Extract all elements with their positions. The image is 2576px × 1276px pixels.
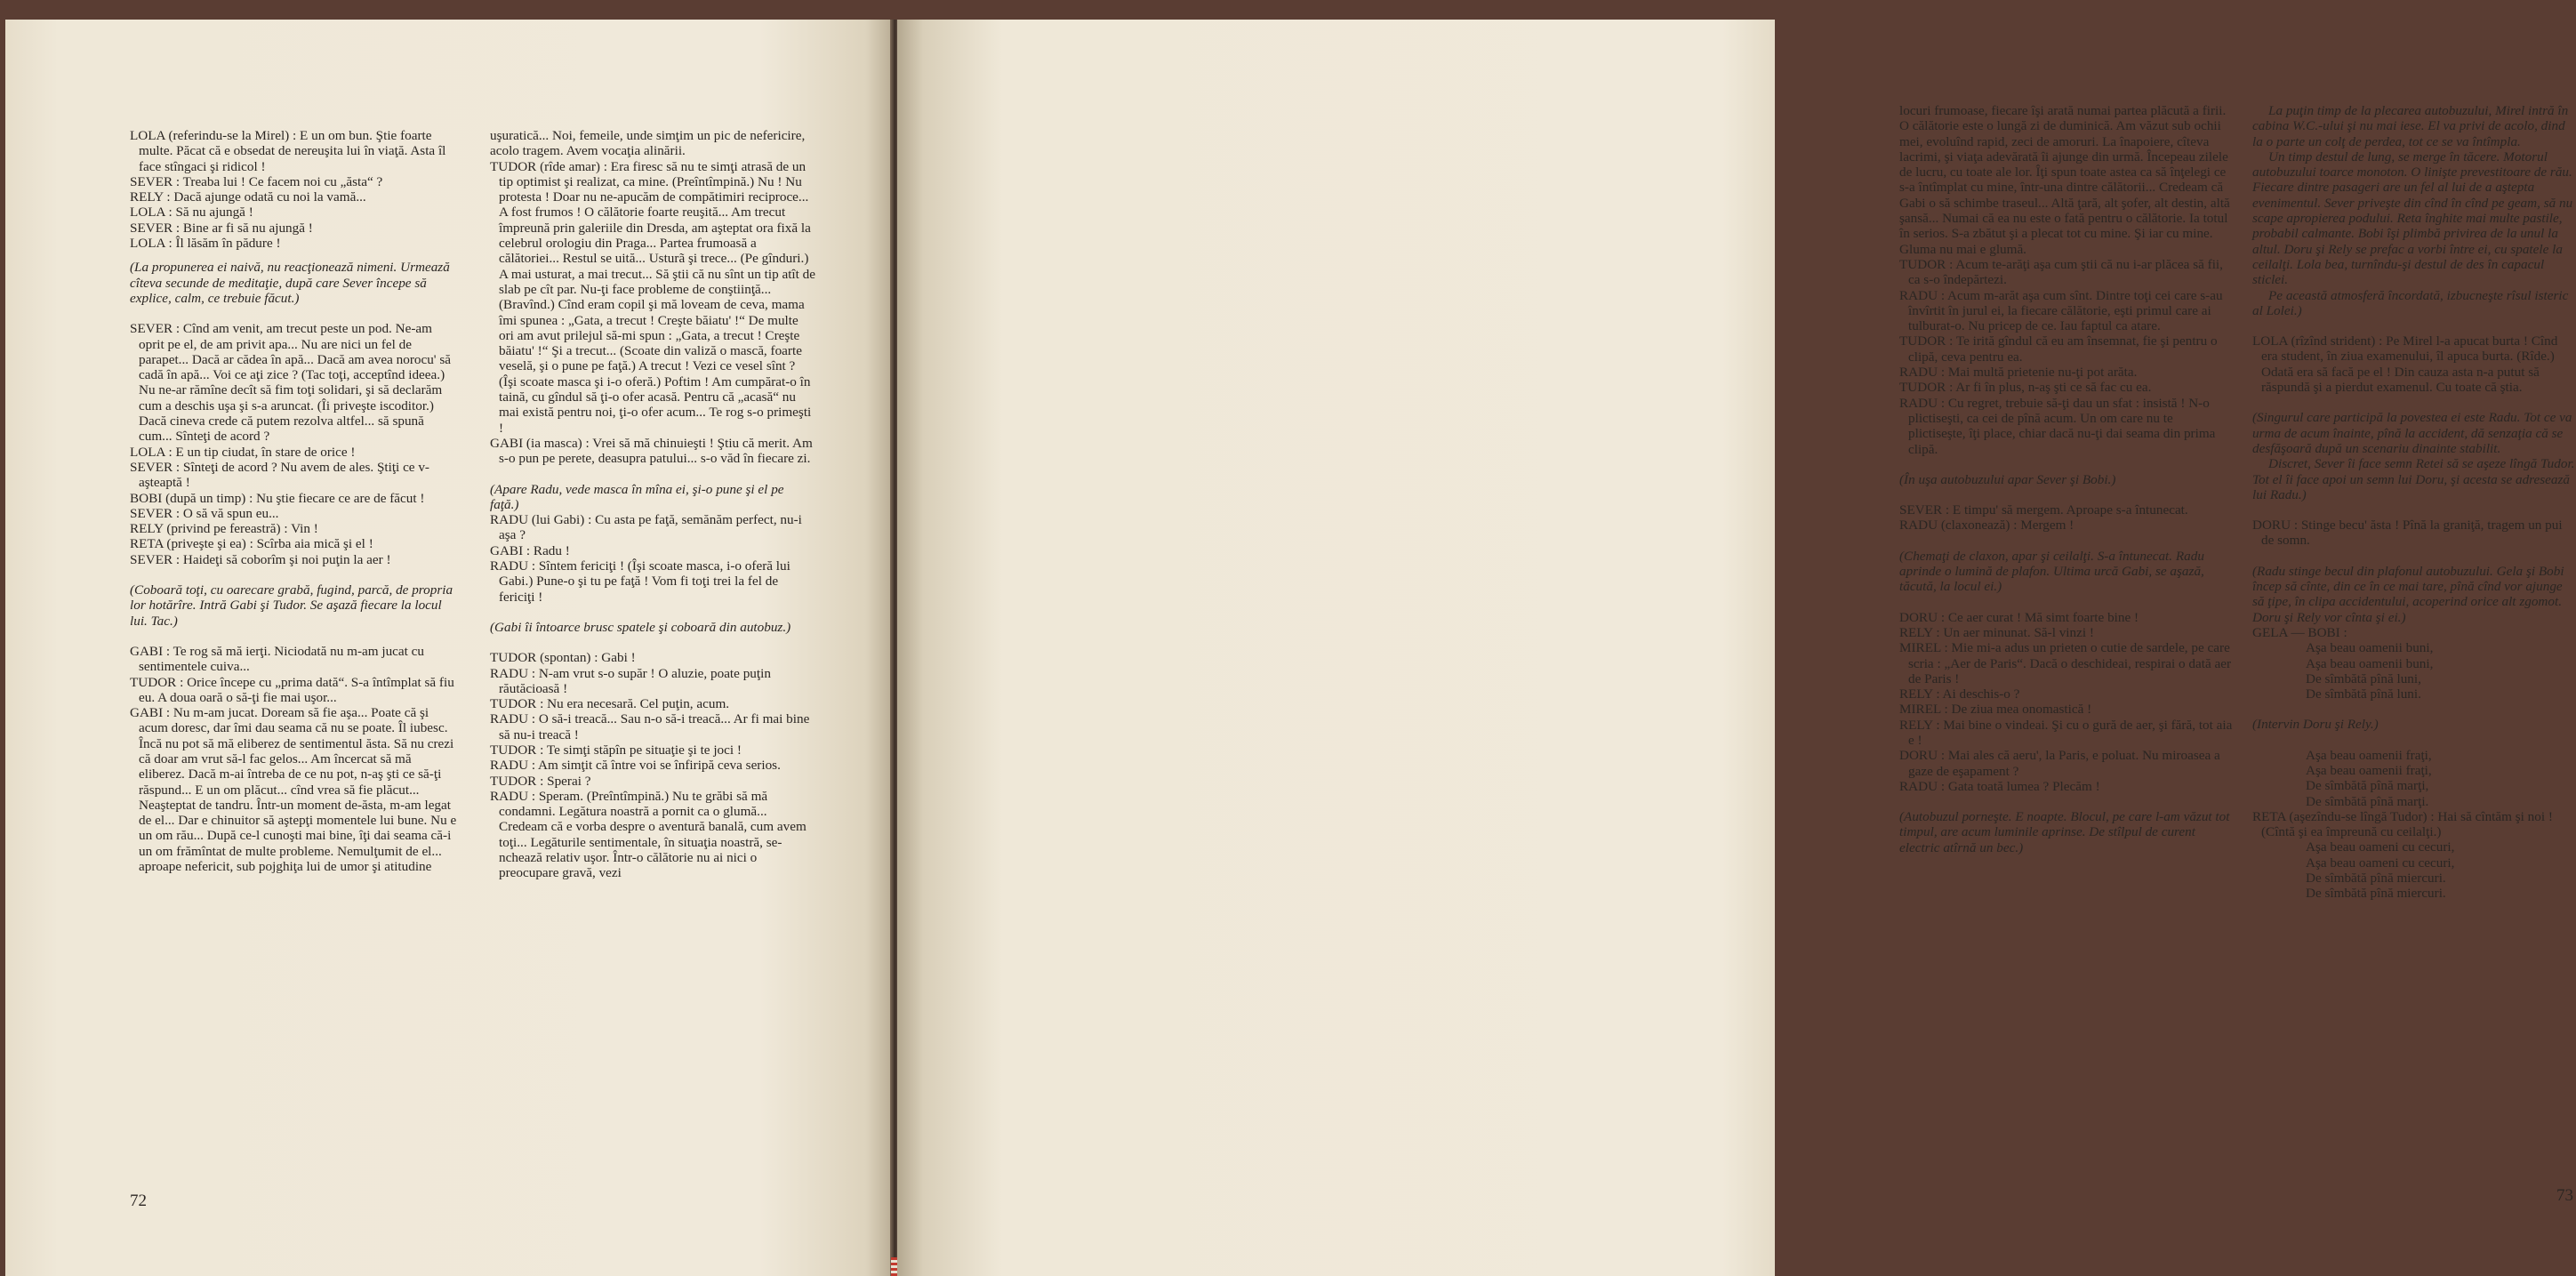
stage-direction: (Autobuzul porneşte. E noapte. Blocul, pe care l-am văzut tot timpul, are acum luminile aprinse. De stîlpul de curent electric atîrnă un bec.) (1899, 809, 2230, 855)
song-line: De sîmbătă pînă marţi, (2306, 778, 2429, 794)
left-page-column-1 (130, 128, 461, 874)
dialogue-line: RADU : N-am vrut s-o supăr ! O aluzie, poate puţin răutăcioasă ! (490, 665, 771, 696)
dialogue-line: RADU : Gata toată lumea ? Plecăm ! (1899, 778, 2100, 794)
dialogue-line: SEVER : Haideţi să coborîm şi noi puţin la aer ! (130, 551, 391, 567)
dialogue-line: RETA (priveşte şi ea) : Scîrba aia mică şi el ! (130, 536, 373, 552)
paragraph-gap (2252, 318, 2576, 333)
song-line: Aşa beau oamenii buni, (2306, 640, 2434, 656)
text-paragraph: uşuratică... Noi, femeile, unde simţim un pic de nefericire, acolo tragem. Avem vocaţia alinării. (490, 128, 806, 159)
paragraph-gap (1899, 595, 2234, 610)
paragraph-gap (1899, 487, 2234, 502)
dialogue-line: TUDOR : Acum te-arăţi aşa cum ştii că nu i-ar plăcea să fii, ca s-o îndepărtezi. (1899, 256, 2223, 288)
paragraph-gap (490, 605, 815, 620)
dialogue-line: TUDOR (rîde amar) : Era firesc să nu te simţi atrasă de un tip optimist şi realizat, ca mine. (Preîntîmpină.) Nu ! Nu protesta ! Doar nu ne-apucăm de compătimiri reciproce... A fost frumos ! O călătorie foarte reuşită... Am trecut împreună prin galeriile din Dresda, am aşteptat ora fixă la celebrul orologiu din Praga... Partea frumoasă a călătoriei... Restul se uită... Usturã şi trece... (Pe gînduri.) A mai usturat, a mai trecut... Să ştii că nu sînt un tip atît de slab pe cît par. Nu-ţi face probleme de conştiinţă... (Bravînd.) Cînd eram copil şi mă loveam de ceva, mama îmi spunea : „Gata, a trecut ! Creşte băiatu' !“ De multe ori am avut prilejul să-mi spun : „Gata, a trecut ! Creşte băiatu' !“ Şi a trecut... (Scoate din valiză o mască, foarte veselă, şi o pune pe faţă.) A trecut ! Vezi ce vesel sînt ? (Îşi scoate masca şi i-o oferă.) Poftim ! Am cumpărat-o în taină, cu gîndul să ţi-o ofer acasă. Pentru că „acasă“ nu mai există pentru noi, ţi-o ofer acum... Te rog s-o primeşti ! (490, 158, 815, 436)
song-line: Aşa beau oamenii fraţi, (2306, 747, 2432, 763)
dialogue-line: LOLA : Să nu ajungă ! (130, 205, 253, 221)
paragraph-gap (130, 251, 461, 260)
dialogue-line: GABI : Te rog să mă ierţi. Niciodată nu m-am jucat cu sentimentele cuiva... (130, 643, 424, 675)
dialogue-line: RELY : Dacă ajunge odată cu noi la vamă... (130, 189, 366, 205)
open-book (5, 20, 2575, 1276)
dialogue-line: MIREL : De ziua mea onomastică ! (1899, 702, 2092, 718)
right-page-column-2 (2252, 103, 2576, 902)
dialogue-line: RADU (lui Gabi) : Cu asta pe faţă, semănăm perfect, nu-i aşa ? (490, 512, 802, 543)
paragraph-gap (130, 629, 461, 644)
dialogue-line: SEVER : Treaba lui ! Ce facem noi cu „ăsta“ ? (130, 173, 383, 189)
dialogue-line: RELY : Mai bine o vindeai. Şi cu o gură de aer, şi fără, tot aia e ! (1899, 717, 2233, 748)
paragraph-gap (2252, 549, 2576, 564)
dialogue-line: GABI : Nu m-am jucat. Doream să fie aşa... Poate că şi acum doresc, dar îmi dau seama că nu se poate. Îl iubesc. Încă nu pot să mă eliberez de sentimentul ăsta. Să nu crezi că doar am vrut să-l fac gelos... Am încercat să mă eliberez. Dacă m-ai întreba de ce nu pot, n-aş şti ce să-ţi răspund... E un om plăcut... cînd vrea să fie plăcut... Neaşteptat de tandru. Într-un moment de-ăsta, m-am legat de el... Dar e chinuitor să aştepţi momentele lui bune. Nu e un om rău... După ce-l cunoşti mai bine, îţi dai seama că-i un om frămîntat de multe probleme. Nemulţumit de el... aproape nefericit, sub pojghiţa lui de umor şi atitudine (130, 705, 457, 875)
dialogue-line: RELY : Ai deschis-o ? (1899, 686, 2020, 702)
text-paragraph: locuri frumoase, fiecare îşi arată numai partea plăcută a firii. O călătorie este o lungă zi de duminică. Am văzut sub ochii mei, evoluînd rapid, zeci de amoruri. La înapoiere, cîteva lacrimi, şi viaţa adevărată îi ajunge din urmă. Începeau zilele de lucru, cu toate ale lor. Îţi spun toate astea ca să înţelegi ce s-a întîmplat cu mine, într-una dintre călătorii... Credeam că Gabi o să schimbe traseul... Altă ţară, alt şofer, alt destin, altă şansă... Numai că ea nu este o fată pentru o călătorie. Ia totul în serios. S-a zbătut şi a plecat tot cu mine. Şi iar cu mine. Gluma nu mai e glumă. (1899, 103, 2230, 257)
stage-direction: (Coboară toţi, cu oarecare grabă, fugind, parcă, de propria lor hotărîre. Intră Gabi şi Tudor. Se aşază fiecare la locul lui. Tac.) (130, 582, 453, 629)
song-line: Aşa beau oamenii fraţi, (2306, 762, 2432, 778)
song-line: Aşa beau oameni cu cecuri, (2306, 839, 2455, 855)
dialogue-line: SEVER : Cînd am venit, am trecut peste un pod. Ne-am oprit pe el, de am privit apa... Nu are nici un fel de parapet... Dacă ar cădea în apă... Dacă am avea norocu' să cadă în apă... Voi ce aţi zice ? (Tac toţi, acceptînd ideea.) Nu ne-ar rămîne decît să fim toţi solidari, şi să declarăm cum a deschis uşa şi s-a aruncat. (Îi priveşte iscoditor.) Dacă cineva crede că putem rezolva altfel... să spună cum... Sînteţi de acord ? (130, 321, 451, 445)
dialogue-line: TUDOR : Nu era necesară. Cel puţin, acum. (490, 696, 730, 712)
dialogue-line: DORU : Stinge becu' ăsta ! Pînă la graniţă, tragem un pui de somn. (2252, 518, 2563, 549)
dialogue-line: LOLA (referindu-se la Mirel) : E un om bun. Ştie foarte multe. Păcat că e obsedat de nereuşita lui în viaţă. Asta îl face stîngaci şi ridicol ! (130, 128, 446, 174)
dialogue-line: RADU : Acum m-arăt aşa cum sînt. Dintre toţi cei care s-au învîrtit în jurul ei, la fiecare călătorie, eşti primul care ai tulburat-o. Nu pricep de ce. Iau faptul ca atare. (1899, 287, 2223, 334)
dialogue-line: RADU : Mai multă prietenie nu-ţi pot arăta. (1899, 365, 2138, 381)
stage-direction: (Gabi îi întoarce brusc spatele şi coboară din autobuz.) (490, 619, 791, 635)
left-page (5, 20, 893, 1276)
paragraph-gap (1899, 794, 2234, 809)
dialogue-line: DORU : Ce aer curat ! Mă simt foarte bine ! (1899, 609, 2139, 625)
dialogue-line: LOLA : E un tip ciudat, în stare de orice ! (130, 444, 356, 460)
stage-direction: (La propunerea ei naivă, nu reacţionează nimeni. Urmează cîteva secunde de meditaţie, după care Sever începe să explice, calm, ce trebuie făcut.) (130, 260, 450, 306)
paragraph-gap (1899, 534, 2234, 549)
dialogue-line: LOLA (rîzînd strident) : Pe Mirel l-a apucat burta ! Cînd era student, în ziua examenului, îl apuca burta. (Rîde.) Odată era să facă pe el ! Din cauza asta n-a putut să răspundă şi a pierdut examenul. Cu toate că ştia. (2252, 333, 2558, 396)
stage-direction: Pe această atmosferă încordată, izbucneşte rîsul isteric al Lolei.) (2252, 287, 2569, 318)
stage-direction: (Chemaţi de claxon, apar şi ceilalţi. S-a întunecat. Radu aprinde o lumină de plafon. Ultima urcă Gabi, se aşază, tăcută, la locul ei.) (1899, 548, 2204, 595)
dialogue-line: TUDOR (spontan) : Gabi ! (490, 650, 636, 666)
left-page-column-2 (490, 128, 815, 881)
song-line: De sîmbătă pînă luni. (2306, 686, 2421, 702)
dialogue-line: RADU (claxonează) : Mergem ! (1899, 518, 2074, 534)
dialogue-line: RADU : Am simţit că între voi se înfiripă ceva serios. (490, 758, 781, 774)
song-line: Aşa beau oamenii buni, (2306, 655, 2434, 671)
dialogue-line: TUDOR : Te simţi stăpîn pe situaţie şi te joci ! (490, 742, 742, 758)
song-line: De sîmbătă pînă luni, (2306, 670, 2421, 686)
stage-direction: La puţin timp de la plecarea autobuzului, Mirel intră în cabina W.C.-ului şi nu mai iese. El va privi de acolo, dind la o parte un colţ de perdea, tot ce se va întîmpla. (2252, 103, 2569, 149)
page-number-left: 72 (130, 1192, 147, 1210)
song-line: De sîmbătă pînă marţi. (2306, 793, 2429, 809)
stage-direction: Discret, Sever îi face semn Retei să se aşeze lîngă Tudor. Tot el îi face apoi un semn lui Doru, şi acesta se adresează lui Radu.) (2252, 456, 2575, 502)
page-number-right: 73 (2556, 1186, 2573, 1205)
stage-direction: (În uşa autobuzului apar Sever şi Bobi.) (1899, 471, 2116, 487)
paragraph-gap (2252, 702, 2576, 717)
dialogue-line: RADU : Sîntem fericiţi ! (Îşi scoate masca, i-o oferă lui Gabi.) Pune-o şi tu pe faţă ! Vom fi toţi trei la fel de fericiţi ! (490, 558, 790, 605)
dialogue-line: RADU : Cu regret, trebuie să-ţi dau un sfat : insistă ! N-o plictiseşti, ca cei de pînă acum. Un om care nu te plictiseşte, îţi place, chiar dacă nu-ţi dai seama din prima clipă. (1899, 395, 2216, 457)
dialogue-line: GELA — BOBI : (2252, 624, 2347, 640)
stage-direction: (Radu stinge becul din plafonul autobuzului. Gela şi Bobi încep să cînte, din ce în ce mai tare, pînă cînd vor ajunge să ţipe, în clipa accidentului, acoperind orice alt zgomot. Doru şi Rely vor cînta şi ei.) (2252, 563, 2564, 625)
right-page (897, 20, 2575, 1276)
dialogue-line: TUDOR : Ar fi în plus, n-aş şti ce să fac cu ea. (1899, 380, 2152, 396)
dialogue-line: TUDOR : Orice începe cu „prima dată“. S-a întîmplat să fiu eu. A doua oară o să-ţi fie mai uşor... (130, 674, 454, 705)
dialogue-line: LOLA : Îl lăsăm în pădure ! (130, 236, 281, 252)
stage-direction: (Intervin Doru şi Rely.) (2252, 717, 2379, 733)
dialogue-line: SEVER : Sînteţi de acord ? Nu avem de ales. Ştiţi ce v-aşteaptă ! (130, 459, 429, 491)
dialogue-line: RADU : O să-i treacă... Sau n-o să-i treacă... Ar fi mai bine să nu-i treacă ! (490, 711, 810, 742)
dialogue-line: GABI (ia masca) : Vrei să mă chinuieşti ! Ştiu că merit. Am s-o pun pe perete, deasupra patului... s-o văd în fiecare zi. (490, 435, 813, 467)
song-line: De sîmbătă pînă miercuri. (2306, 871, 2446, 887)
dialogue-line: SEVER : E timpu' să mergem. Aproape s-a întunecat. (1899, 502, 2188, 518)
paragraph-gap (1899, 457, 2234, 472)
paragraph-gap (2252, 502, 2576, 518)
dialogue-line: GABI : Radu ! (490, 542, 570, 558)
dialogue-line: DORU : Mai ales că aeru', la Paris, e poluat. Nu miroasea a gaze de eşapament ? (1899, 748, 2220, 779)
stage-direction: (Singurul care participă la povestea ei este Radu. Tot ce va urma de acum înainte, pînă la accident, dă senzaţia că se desfăşoară după un scenariu dinainte stabilit. (2252, 410, 2572, 456)
dialogue-line: RELY (privind pe fereastră) : Vin ! (130, 521, 318, 537)
paragraph-gap (2252, 733, 2576, 748)
song-line: Aşa beau oameni cu cecuri, (2306, 855, 2455, 871)
dialogue-line: MIREL : Mie mi-a adus un prieten o cutie de sardele, pe care scria : „Aer de Paris“. Dacă o deschideai, respirai o dată aer de Paris ! (1899, 640, 2232, 686)
right-page-column-1 (1899, 103, 2234, 855)
paragraph-gap (2252, 395, 2576, 410)
paragraph-gap (130, 567, 461, 582)
dialogue-line: SEVER : O să vă spun eu... (130, 505, 279, 521)
stage-direction: (Apare Radu, vede masca în mîna ei, şi-o pune şi el pe faţă.) (490, 481, 784, 512)
dialogue-line: BOBI (după un timp) : Nu ştie fiecare ce are de făcut ! (130, 490, 425, 506)
dialogue-line: TUDOR : Sperai ? (490, 773, 591, 789)
song-line: De sîmbătă pînă miercuri. (2306, 886, 2446, 902)
dialogue-line: TUDOR : Te irită gîndul că eu am însemnat, fie şi pentru o clipă, ceva pentru ea. (1899, 333, 2218, 365)
dialogue-line: SEVER : Bine ar fi să nu ajungă ! (130, 220, 313, 236)
paragraph-gap (130, 306, 461, 321)
dialogue-line: RADU : Speram. (Preîntîmpină.) Nu te grăbi să mă condamni. Legătura noastră a pornit ca o glumă... Credeam că e vorba despre o aventură banală, cum avem toţi... Legăturile sentimentale, în situaţia noastră, se-nchează relativ uşor. Într-o călătorie nu ai nici o preocupare gravă, vezi (490, 788, 807, 881)
dialogue-line: RELY : Un aer minunat. Să-l vinzi ! (1899, 624, 2094, 640)
dialogue-line: RETA (aşezîndu-se lîngă Tudor) : Hai să cîntăm şi noi ! (Cîntă şi ea împreună cu ceilalţi.) (2252, 808, 2553, 840)
paragraph-gap (490, 635, 815, 650)
stage-direction: Un timp destul de lung, se merge în tăcere. Motorul autobuzului toarce monoton. O linişte prevestitoare de rău. Fiecare dintre pasageri are un fel al lui de a aştepta evenimentul. Sever priveşte din cînd în cînd pe geam, să nu scape apropierea podului. Reta înghite mai multe pastile, probabil calmante. Bobi îşi plimbă privirea de la unul la altul. Doru şi Rely se prefac a vorbi între ei, cu spatele la ceilalţi. Lola bea, turnîndu-şi destul de des în capacul sticlei. (2252, 148, 2573, 288)
paragraph-gap (490, 467, 815, 482)
